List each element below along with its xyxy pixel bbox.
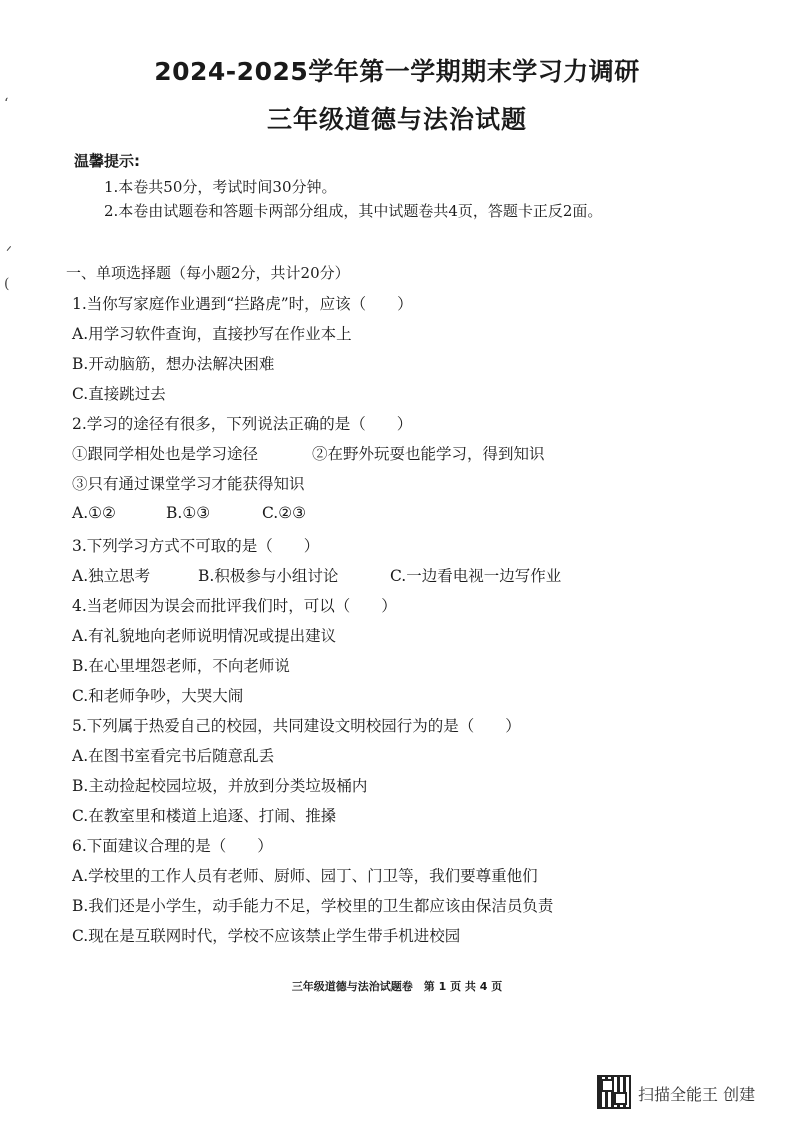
question-option: C.在教室里和楼道上追逐、打闹、推搡 [72, 807, 337, 825]
question-option: B.主动捡起校园垃圾，并放到分类垃圾桶内 [72, 777, 368, 795]
question-option: C.直接跳过去 [72, 385, 166, 403]
question-stem: 2.学习的途径有很多，下列说法正确的是（ ） [72, 415, 413, 433]
question-stem: 6.下面建议合理的是（ ） [72, 837, 273, 855]
page-footer: 三年级道德与法治试题卷 第 1 页 共 4 页 [291, 980, 503, 993]
question-statement: ①跟同学相处也是学习途径 [72, 445, 259, 463]
question-option: C.现在是互联网时代，学校不应该禁止学生带手机进校园 [72, 927, 461, 945]
question-option: A.有礼貌地向老师说明情况或提出建议 [72, 627, 337, 645]
question-option: B.我们还是小学生，动手能力不足，学校里的卫生都应该由保洁员负责 [72, 897, 554, 915]
question-stem: 1.当你写家庭作业遇到“拦路虎”时，应该（ ） [72, 295, 413, 313]
question-statement: ②在野外玩耍也能学习，得到知识 [312, 445, 545, 463]
question-stem: 4.当老师因为误会而批评我们时，可以（ ） [72, 597, 397, 615]
tip-item: 2.本卷由试题卷和答题卡两部分组成，其中试题卷共4页，答题卡正反2面。 [104, 202, 603, 220]
qr-code-icon [597, 1075, 631, 1109]
question-option: C.一边看电视一边写作业 [390, 567, 562, 585]
question-option: C.②③ [262, 504, 307, 522]
section-heading: 一、单项选择题（每小题2分，共计20分） [66, 264, 350, 282]
tips-label: 温馨提示: [74, 152, 140, 170]
question-stem: 3.下列学习方式不可取的是（ ） [72, 537, 320, 555]
question-option: A.学校里的工作人员有老师、厨师、园丁、门卫等，我们要尊重他们 [72, 867, 538, 885]
exam-title: 2024-2025学年第一学期期末学习力调研 [154, 57, 640, 86]
tip-item: 1.本卷共50分，考试时间30分钟。 [104, 178, 337, 196]
question-statement: ③只有通过课堂学习才能获得知识 [72, 475, 305, 493]
scanner-watermark-text: 扫描全能王 创建 [638, 1085, 756, 1104]
question-option: A.①② [72, 504, 116, 522]
margin-scribble-mark: ᐟ [6, 244, 12, 260]
question-option: A.独立思考 [72, 567, 151, 585]
question-stem: 5.下列属于热爱自己的校园，共同建设文明校园行为的是（ ） [72, 717, 521, 735]
margin-scribble-mark: ‘ [4, 96, 9, 112]
question-option: B.①③ [166, 504, 211, 522]
exam-subtitle: 三年级道德与法治试题 [266, 105, 527, 134]
question-option: B.积极参与小组讨论 [198, 567, 339, 585]
question-option: A.在图书室看完书后随意乱丢 [72, 747, 275, 765]
question-option: A.用学习软件查询，直接抄写在作业本上 [72, 325, 352, 343]
question-option: B.在心里埋怨老师，不向老师说 [72, 657, 290, 675]
question-option: C.和老师争吵，大哭大闹 [72, 687, 244, 705]
margin-scribble-mark: ( [4, 276, 10, 292]
question-option: B.开动脑筋，想办法解决困难 [72, 355, 275, 373]
